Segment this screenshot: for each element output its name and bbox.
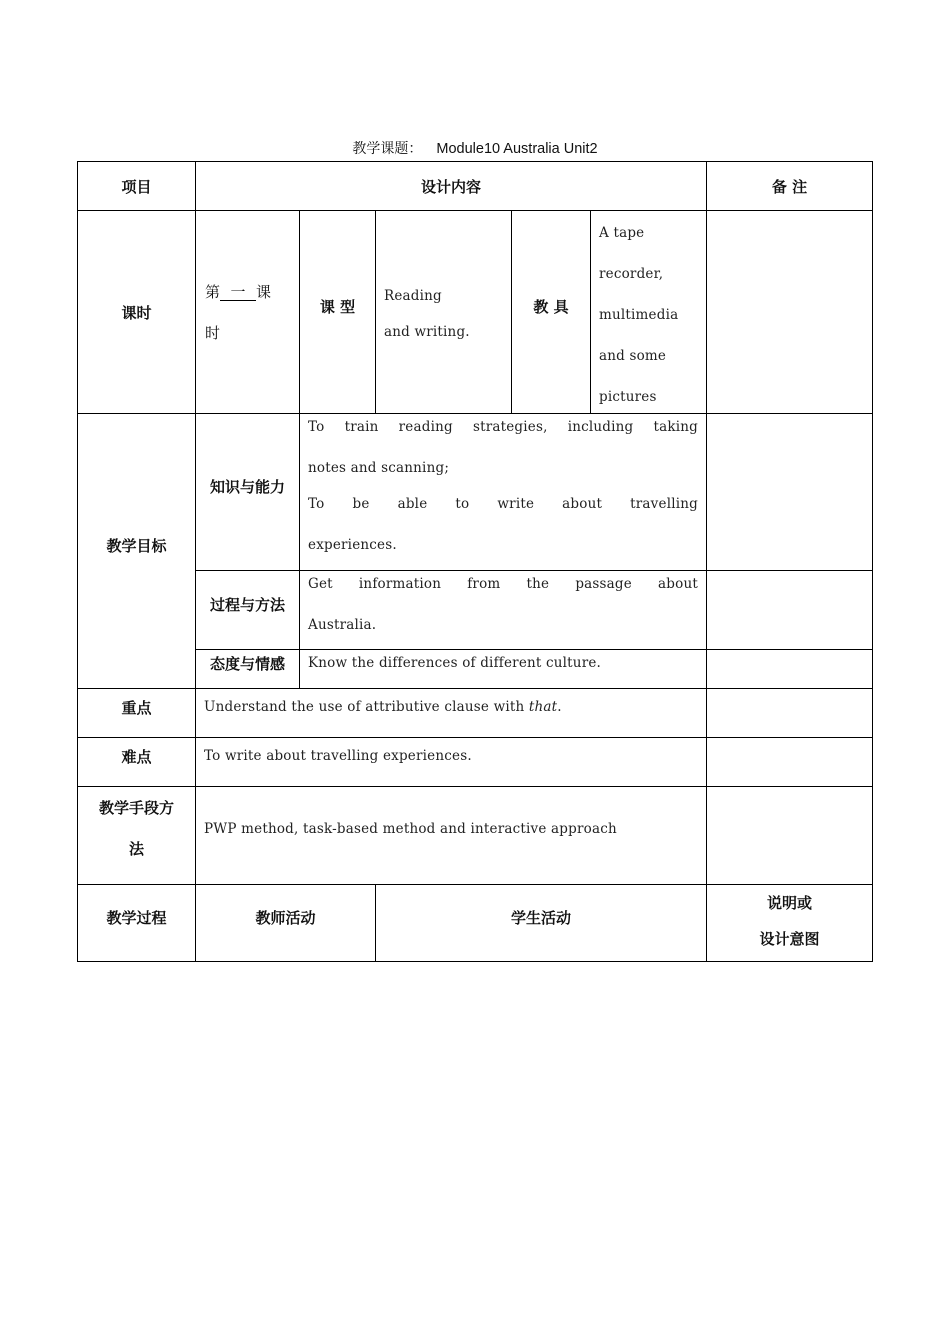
type-value xyxy=(384,278,509,350)
notes-header-line: 说明或 xyxy=(766,894,812,912)
col-divider xyxy=(375,210,376,414)
row-divider xyxy=(77,786,873,787)
period-value xyxy=(205,272,295,354)
header-item: 项目 xyxy=(121,177,152,196)
objectives-label: 教学目标 xyxy=(106,536,167,555)
table-border-right xyxy=(872,161,873,962)
student-activity-header: 学生活动 xyxy=(510,908,571,927)
period-value-post1: 课 xyxy=(256,283,272,301)
tools-line: and some xyxy=(599,348,667,364)
key-point-label: 重点 xyxy=(121,698,152,717)
methods-label-line: 法 xyxy=(128,840,144,858)
attitude-label: 态度与情感 xyxy=(209,654,285,673)
attitude-text: Know the differences of different culture. xyxy=(308,655,602,671)
type-value-line: Reading xyxy=(384,288,442,304)
notes-header-line: 设计意图 xyxy=(759,930,820,948)
procedure-label: 教学过程 xyxy=(106,908,167,927)
period-value-post2: 时 xyxy=(205,324,221,342)
header-content: 设计内容 xyxy=(420,177,481,196)
col-divider xyxy=(590,210,591,414)
process-label: 过程与方法 xyxy=(209,595,285,614)
row-divider xyxy=(77,737,873,738)
knowledge-label: 知识与能力 xyxy=(209,477,285,496)
process-line: Australia. xyxy=(308,617,377,633)
difficulty-label: 难点 xyxy=(121,747,152,766)
tools-line: multimedia xyxy=(599,307,679,323)
title-en: Module10 Australia Unit2 xyxy=(436,141,598,157)
page-title xyxy=(0,138,950,158)
type-label: 课 型 xyxy=(319,297,356,316)
knowledge-line: notes and scanning; xyxy=(308,460,450,476)
col-divider xyxy=(195,161,196,962)
methods-text: PWP method, task-based method and interactive approach xyxy=(204,821,617,837)
difficulty-text: To write about travelling experiences. xyxy=(204,748,472,764)
tools-label: 教 具 xyxy=(533,297,569,316)
notes-header xyxy=(707,885,872,957)
table-border-bottom xyxy=(77,961,873,962)
key-point-text-em: that xyxy=(528,699,558,715)
title-cn: 教学课题： xyxy=(352,141,423,157)
tools-line: A tape xyxy=(599,225,645,241)
process-line: Get information from the passage about xyxy=(308,576,698,592)
period-value-pre: 第 xyxy=(205,283,221,301)
knowledge-line: To train reading strategies, including taking xyxy=(308,419,698,435)
key-point-text-post: . xyxy=(557,699,562,715)
methods-label-line: 教学手段方 xyxy=(98,799,174,817)
tools-line: recorder, xyxy=(599,266,664,282)
period-value-num: 一 xyxy=(220,284,256,301)
tools-line: pictures xyxy=(599,389,657,405)
tools-value xyxy=(599,213,704,418)
knowledge-text xyxy=(308,416,698,557)
row-divider xyxy=(77,688,873,689)
process-text xyxy=(308,573,698,637)
type-value-line: and writing. xyxy=(384,324,470,340)
methods-label xyxy=(78,787,195,884)
period-label: 课时 xyxy=(121,303,152,322)
knowledge-line: experiences. xyxy=(308,537,397,553)
row-divider xyxy=(77,210,873,211)
key-point-text xyxy=(204,696,699,719)
key-point-text-pre: Understand the use of attributive clause with xyxy=(204,699,529,715)
col-divider xyxy=(706,161,707,962)
header-notes: 备 注 xyxy=(771,177,808,196)
knowledge-line: To be able to write about travelling xyxy=(308,496,698,512)
teacher-activity-header: 教师活动 xyxy=(255,908,316,927)
